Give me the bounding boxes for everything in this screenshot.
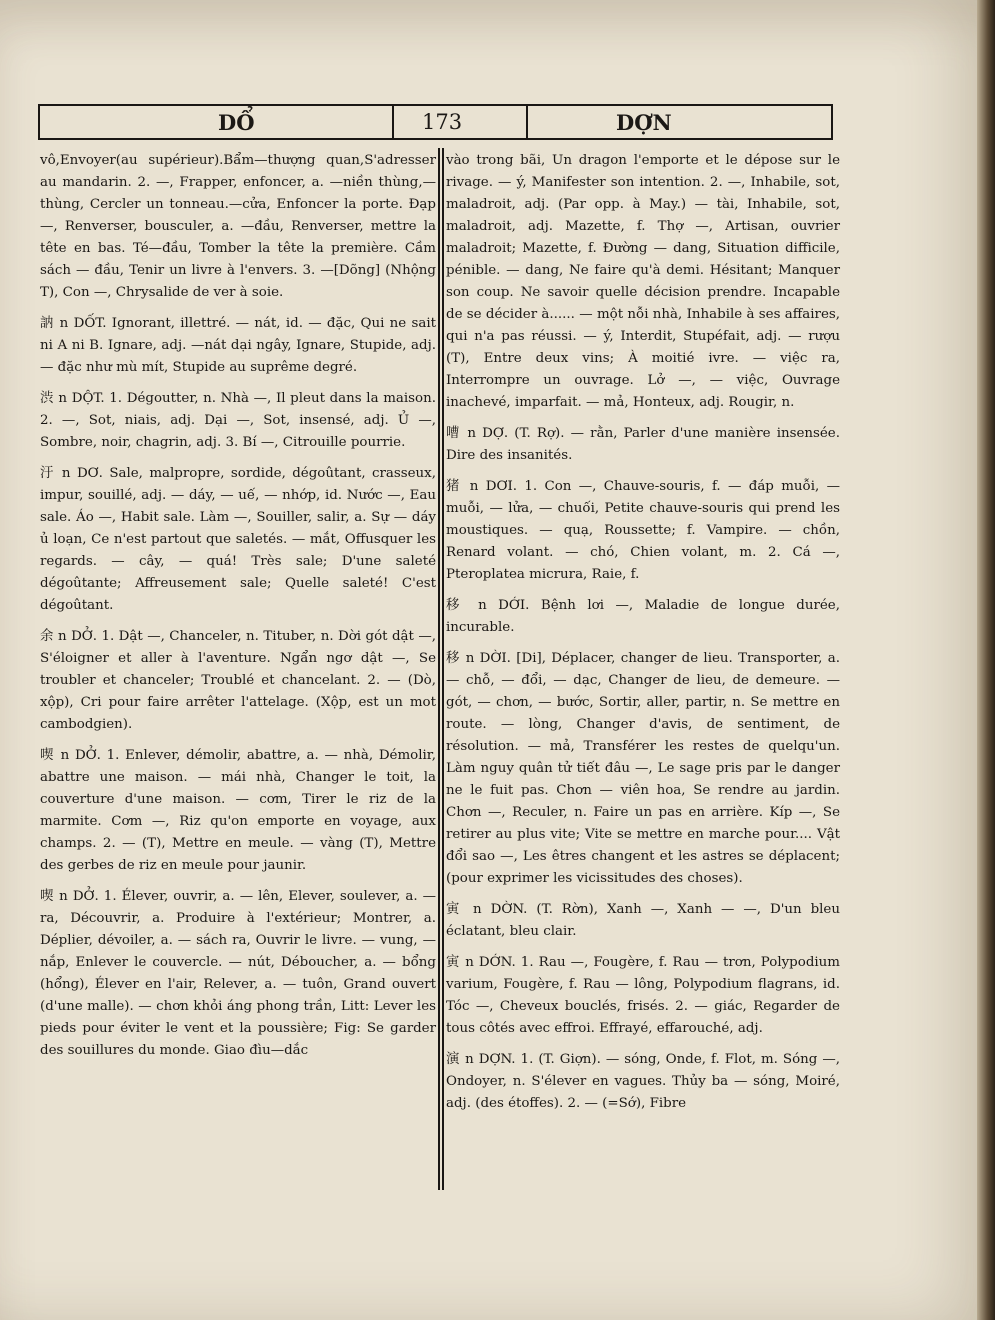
dictionary-entry: 演 n DỢN. 1. (T. Giợn). — sóng, Onde, f. Flot, m. Sóng —, Ondoyer, n. S'élever en vagues. Thủy ba — sóng, Moiré, adj. (des étoffes). 2. — (=Sớ), Fibre	[446, 1052, 840, 1111]
header-divider-left	[392, 106, 394, 138]
book-spine	[977, 0, 995, 1320]
left-column	[40, 150, 436, 1190]
dictionary-entry: 喫 n DỞ. 1. Enlever, démolir, abattre, a. — nhà, Démolir, abattre une maison. — mái nhà, Changer le toit, la couverture d'une maison. — cơm, Tirer le riz de la marmite. Cơm —, Riz qu'on emporte en voyage, aux champs. 2. — (T), Mettre en meule. — vàng (T), Mettre des gerbes de riz en meule pour jaunir.	[40, 748, 436, 873]
right-column	[446, 150, 840, 1190]
dictionary-entry: vô,Envoyer(au supérieur).Bẩm—thượng quan,S'adresser au mandarin. 2. —, Frapper, enfoncer, a. —niền thùng,—thùng, Cercler un tonneau.—cửa, Enfoncer la porte. Đạp —, Renverser, bousculer, a. —đầu, Renverser, mettre la tête en bas. Té—đầu, Tomber la tête la première. Cầm sách — đầu, Tenir un livre à l'envers. 3. —[Dõng] (Nhộng T), Con —, Chrysalide de ver à soie.	[40, 153, 436, 300]
dictionary-entry: 渋 n DỘT. 1. Dégoutter, n. Nhà —, Il pleut dans la maison. 2. —, Sot, niais, adj. Dại —, Sot, insensé, adj. Ủ —, Sombre, noir, chagrin, adj. 3. Bí —, Citrouille pourrie.	[40, 391, 436, 450]
dictionary-entry: 移 n DỜI. [Di], Déplacer, changer de lieu. Transporter, a. — chỗ, — đổi, — dạc, Changer de lieu, de demeure. — gót, — chơn, — bước, Sortir, aller, partir, n. Se mettre en route. — lòng, Changer d'avis, de sentiment, de résolution. — mả, Transférer les restes de quelqu'un. Làm nguy quân tử tiết đâu —, Le sage pris par le danger ne le fuit pas. Chơn — viên hoa, Se rendre au jardin. Chơn —, Reculer, n. Faire un pas en arrière. Kíp —, Se retirer au plus vite; Vite se mettre en marche pour.... Vật đổi sao —, Les êtres changent et les astres se déplacent; (pour exprimer les vicissitudes des choses).	[446, 651, 840, 886]
dictionary-entry: 訥 n DỐT. Ignorant, illettré. — nát, id. — đặc, Qui ne sait ni A ni B. Ignare, adj. —nát dại ngây, Ignare, Stupide, adj. — đặc như mù mít, Stupide au suprême degré.	[40, 316, 436, 375]
column-divider	[438, 148, 444, 1190]
dictionary-entry: 余 n DỞ. 1. Dật —, Chanceler, n. Tituber, n. Dời gót dật —, S'éloigner et aller à l'aventure. Ngẩn ngơ dật —, Se troubler et chanceler; Troublé et chancelant. 2. — (Dò, xộp), Cri pour faire arrêter l'attelage. (Xộp, est un mot cambodgien).	[40, 629, 436, 732]
running-header	[38, 104, 833, 140]
dictionary-entry: 猪 n DƠI. 1. Con —, Chauve-souris, f. — đáp muỗi, — muỗi, — lửa, — chuối, Petite chauve-souris qui prend les moustiques. — quạ, Roussette; f. Vampire. — chồn, Renard volant. — chó, Chien volant, m. 2. Cá —, Pteroplatea micrura, Raie, f.	[446, 479, 840, 582]
dictionary-entry: 移 n DỚI. Bệnh lơi —, Maladie de longue durée, incurable.	[446, 598, 840, 635]
header-right-word: DỢN	[616, 110, 672, 135]
header-left-word: DỔ	[218, 110, 255, 135]
dictionary-entry: 汙 n DƠ. Sale, malpropre, sordide, dégoûtant, crasseux, impur, souillé, adj. — dáy, — uế, — nhớp, id. Nước —, Eau sale. Áo —, Habit sale. Làm —, Souiller, salir, a. Sự — dáy ủ loạn, Ce n'est partout que saletés. — mắt, Offusquer les regards. — cây, — quá! Très sale; D'une saleté dégoûtante; Affreusement sale; Quelle saleté! C'est dégoûtant.	[40, 466, 436, 613]
header-divider-right	[526, 106, 528, 138]
dictionary-entry: 寅 n DỚN. 1. Rau —, Fougère, f. Rau — trơn, Polypodium varium, Fougère, f. Rau — lông, Polypodium flagrans, id. Tóc —, Cheveux bouclés, frisés. 2. — giác, Regarder de tous côtés avec effroi. Effrayé, effarouché, adj.	[446, 955, 840, 1036]
dictionary-entry: 喫 n DỞ. 1. Élever, ouvrir, a. — lên, Elever, soulever, a. — ra, Découvrir, a. Produire à l'extérieur; Montrer, a. Déplier, dévoiler, a. — sách ra, Ouvrir le livre. — vung, — nắp, Enlever le couvercle. — nút, Déboucher, a. — bổng (hổng), Élever en l'air, Relever, a. — tuôn, Grand ouvert (d'une malle). — chơn khỏi áng phong trần, Litt: Lever les pieds pour éviter le vent et la poussière; Fig: Se garder des souillures du monde. Giao đìu—dắc	[40, 889, 436, 1058]
dictionary-entry: vào trong bãi, Un dragon l'emporte et le dépose sur le rivage. — ý, Manifester son intention. 2. —, Inhabile, sot, maladroit, adj. (Par opp. à May.) — tài, Inhabile, sot, maladroit, adj. Mazette, f. Thợ —, Artisan, ouvrier maladroit; Mazette, f. Đường — dang, Situation difficile, pénible. — dang, Ne faire qu'à demi. Hésitant; Manquer son coup. Ne savoir quelle décision prendre. Incapable de se décider à...... — một nỗi nhà, Inhabile à ses affaires, qui n'a pas réussi. — ý, Interdit, Stupéfait, adj. — rượu (T), Entre deux vins; À moitié ivre. — việc ra, Interrompre un ouvrage. Lở —, — việc, Ouvrage inachevé, imparfait. — mả, Honteux, adj. Rougir, n.	[446, 153, 840, 410]
dictionary-entry: 嘈 n DỢ. (T. Rợ). — rằn, Parler d'une manière insensée. Dire des insanités.	[446, 426, 840, 463]
page-number: 173	[422, 110, 463, 134]
dictionary-entry: 寅 n DỜN. (T. Rờn), Xanh —, Xanh — —, D'un bleu éclatant, bleu clair.	[446, 902, 840, 939]
